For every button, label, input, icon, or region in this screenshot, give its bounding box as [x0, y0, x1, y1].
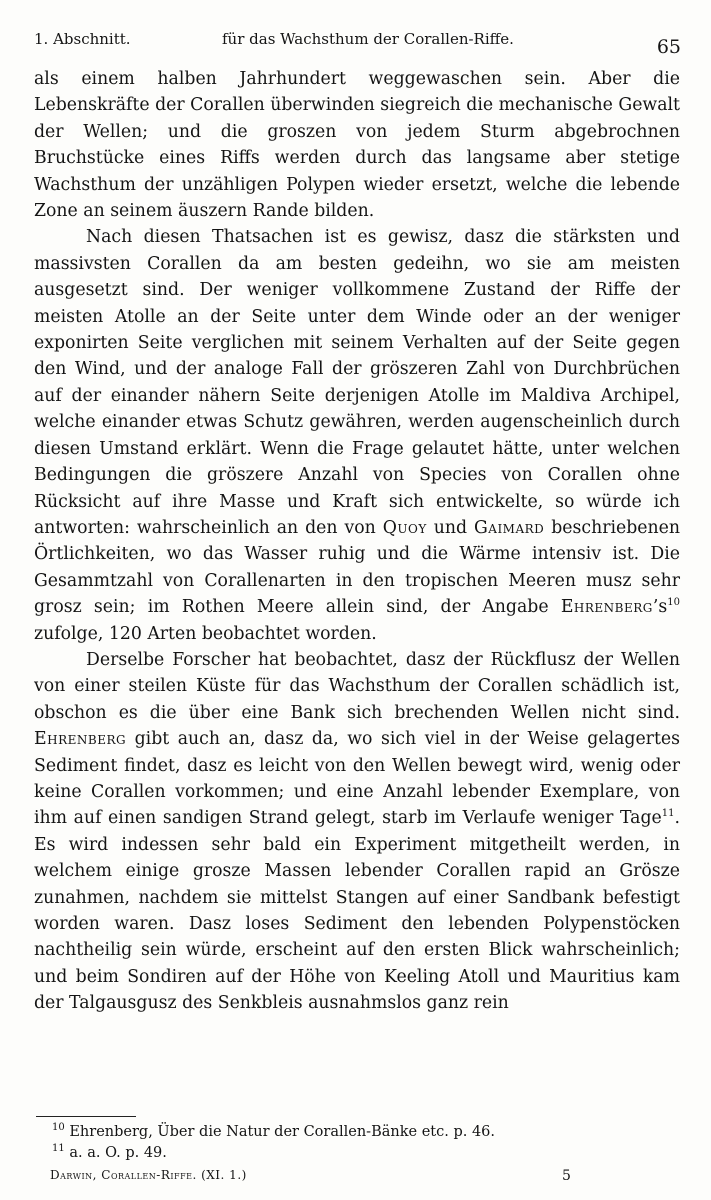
- author-name-gaimard: Gaimard: [473, 517, 545, 538]
- printer-note: Darwin, Corallen-Riffe. (XI. 1.): [50, 1168, 247, 1182]
- footnote-mark: 11: [52, 1143, 65, 1155]
- footnote-mark: 10: [52, 1122, 65, 1134]
- footnote-11: [52, 1143, 672, 1164]
- footnote-text: a. a. O. p. 49.: [69, 1145, 167, 1161]
- running-title: für das Wachsthum der Corallen-Riffe.: [222, 30, 514, 48]
- footnote-divider: [36, 1116, 136, 1117]
- page-number: 65: [656, 36, 681, 58]
- paragraph-1: als einem halben Jahrhundert weggewaschen sein. Aber die Lebenskräfte der Corallen überwinden siegreich die mechanische Gewalt der Wellen; und die groszen von jedem Sturm abgebrochnen Bruchstücke eines Riffs werden durch das langsame aber stetige Wachsthum der unzähligen Polypen wieder ersetzt, welche die lebende Zone an seinem äuszern Rande bilden.: [34, 69, 680, 222]
- print-footer: [50, 1168, 670, 1182]
- footnote-ref-11[interactable]: 11: [661, 808, 675, 820]
- paragraph-2: [34, 224, 680, 647]
- paragraph-3-text: . Es wird indessen sehr bald ein Experiment mitgetheilt werden, in welchem einige grosze Massen lebender Corallen rapid an Grösze zunahmen, nachdem sie mittelst Stangen auf einer Sandbank befestigt worden waren. Dasz loses Sediment den lebenden Polypenstöcken nachtheilig sein würde, erscheint auf den ersten Blick wahrscheinlich; und beim Sondiren auf der Höhe von Keeling Atoll und Mauritius kam der Talgausgusz des Senkbleis ausnahmslos ganz rein: [34, 808, 680, 1014]
- author-name-ehrenberg: Ehrenberg: [34, 729, 127, 750]
- paragraph-2-text: und: [426, 517, 474, 538]
- body-text: [34, 66, 680, 1017]
- footnote-10: [52, 1122, 672, 1143]
- running-header: [34, 30, 681, 58]
- signature-mark: 5: [562, 1168, 571, 1184]
- footnotes: [52, 1122, 672, 1164]
- paragraph-3-text: gibt auch an, dasz da, wo sich viel in der Weise gelagertes Sediment findet, dasz es leicht von den Wellen bewegt wird, wenig oder keine Corallen vorkommen; und eine Anzahl lebender Exemplare, von ihm auf einen sandigen Strand gelegt, starb im Verlaufe weniger Tage: [34, 729, 680, 829]
- footnote-text: Ehrenberg, Über die Natur der Corallen-Bänke etc. p. 46.: [69, 1124, 496, 1140]
- section-label: 1. Abschnitt.: [34, 30, 131, 48]
- paragraph-2-text: zufolge, 120 Arten beobachtet worden.: [34, 623, 377, 644]
- author-name-ehrenberg: Ehrenberg: [560, 597, 653, 618]
- possessive-suffix: ’s: [652, 597, 668, 618]
- author-name-quoy: Quoy: [382, 517, 427, 538]
- paragraph-2-text: beschriebenen Örtlichkeiten, wo das Wasser ruhig und die Wärme intensiv ist. Die Gesammtzahl von Corallenarten in den tropischen Meeren musz sehr grosz sein; im Rothen Meere allein sind, der Angabe: [34, 517, 680, 618]
- paragraph-3: [34, 647, 680, 1017]
- paragraph-2-text: Nach diesen Thatsachen ist es gewisz, dasz die stärksten und massivsten Corallen da am besten gedeihn, wo sie am meisten ausgesetzt sind. Der weniger vollkommene Zustand der Riffe der meisten Atolle an der Seite unter dem Winde oder an der weniger exponirten Seite verglichen mit seinem Verhalten auf der Seite gegen den Wind, und der analoge Fall der gröszeren Zahl von Durchbrüchen auf der einander nähern Seite derjenigen Atolle im Maldiva Archipel, welche einander etwas Schutz gewähren, werden augenscheinlich durch diesen Umstand erklärt. Wenn die Frage gelautet hätte, unter welchen Bedingungen die gröszere Anzahl von Species von Corallen ohne Rücksicht auf ihre Masse und Kraft sich entwickelte, so würde ich antworten: wahrscheinlich an den von: [34, 227, 680, 538]
- paragraph-3-text: Derselbe Forscher hat beobachtet, dasz der Rückflusz der Wellen von einer steilen Küste für das Wachsthum der Corallen schädlich ist, obschon es die über eine Bank sich brechenden Wellen nicht sind.: [34, 649, 680, 723]
- footnote-ref-10[interactable]: 10: [667, 597, 680, 609]
